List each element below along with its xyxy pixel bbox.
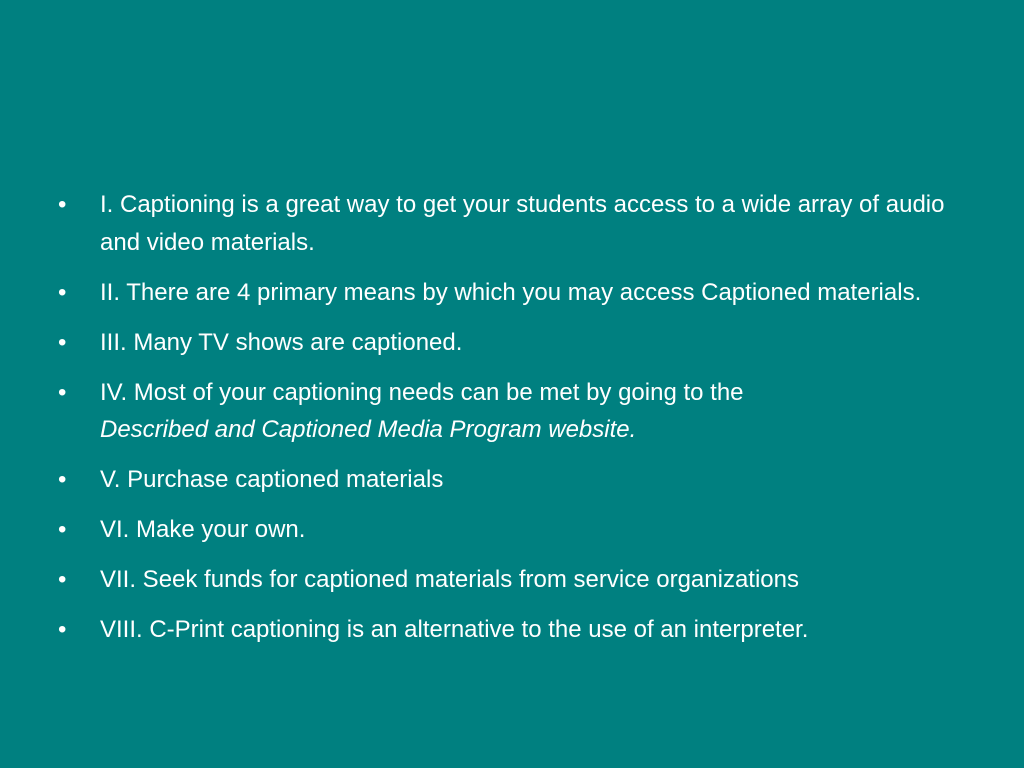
bullet-list (58, 186, 958, 661)
item-text: II. There are 4 primary means by which you may access Captioned materials. (100, 278, 922, 306)
bullet-icon: • (58, 516, 67, 543)
list-item (58, 374, 958, 449)
bullet-icon: • (58, 566, 67, 593)
bullet-icon: • (58, 278, 67, 306)
bullet-icon: • (58, 616, 67, 643)
item-text: VI. Make your own. (100, 516, 306, 543)
item-text: VII. Seek funds for captioned materials from service organizations (100, 566, 799, 593)
item-text: IV. Most of your captioning needs can be met by going to the (100, 378, 744, 406)
list-item (58, 274, 958, 312)
item-text: I. Captioning is a great way to get your students access to a wide array of audio and video materials. (100, 191, 945, 256)
bullet-icon: • (58, 328, 67, 356)
item-text: V. Purchase captioned materials (100, 466, 444, 493)
list-item (58, 511, 958, 549)
dcmp-website-reference: Described and Captioned Media Program website. (100, 416, 637, 443)
item-text: VIII. C-Print captioning is an alternative to the use of an interpreter. (100, 616, 809, 643)
list-item (58, 461, 958, 499)
bullet-icon: • (58, 466, 67, 493)
list-item (58, 186, 958, 261)
bullet-icon: • (58, 191, 67, 218)
item-text: III. Many TV shows are captioned. (100, 328, 463, 356)
list-item (58, 561, 958, 599)
list-item (58, 324, 958, 362)
list-item (58, 611, 958, 649)
bullet-icon: • (58, 378, 67, 406)
